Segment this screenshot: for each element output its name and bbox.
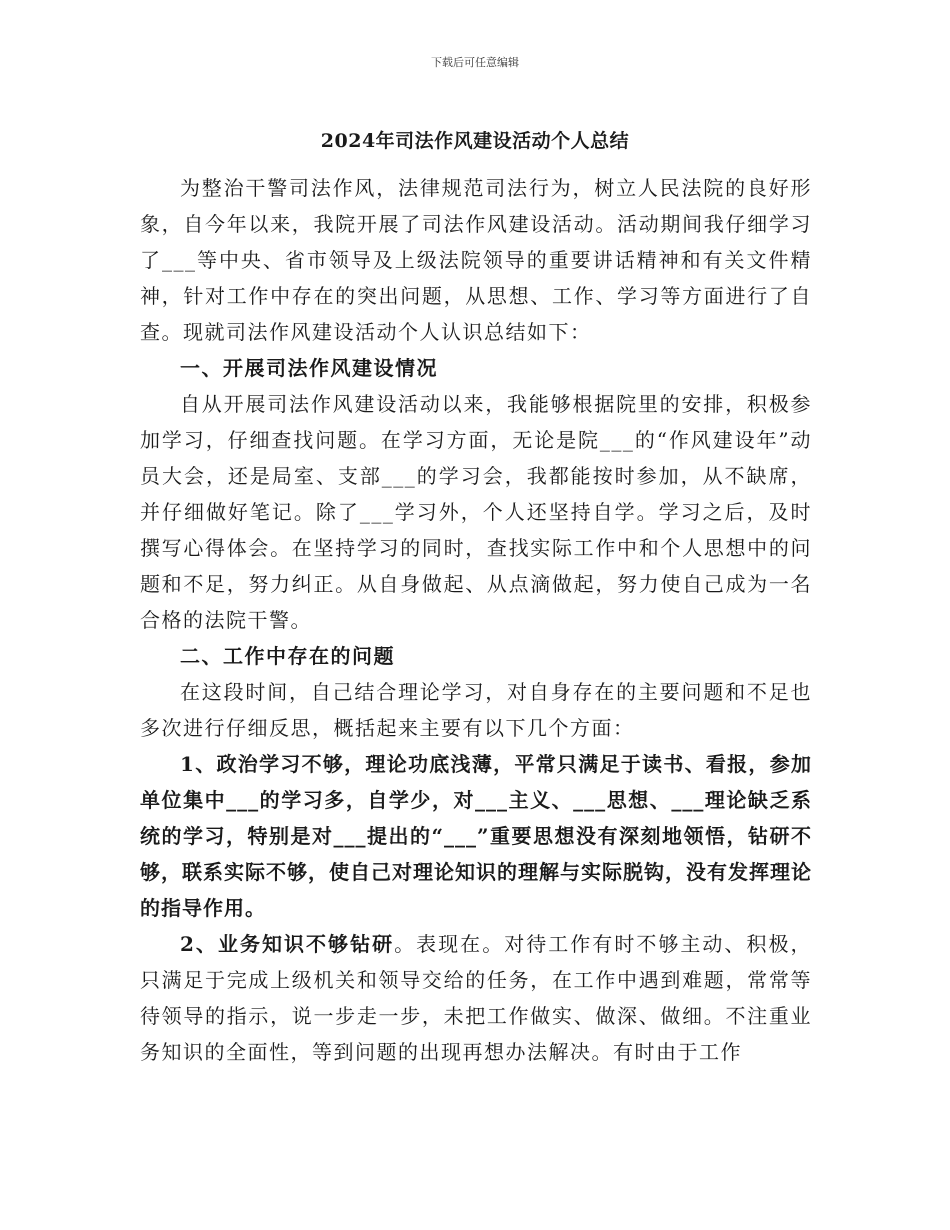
header-note: 下载后可任意编辑	[431, 56, 519, 69]
item-2-lead: 2、业务知识不够钻研	[180, 932, 395, 956]
item-2-paragraph	[140, 926, 812, 1070]
intro-paragraph: 为整治干警司法作风，法律规范司法行为，树立人民法院的良好形象，自今年以来，我院开展了司法作风建设活动。活动期间我仔细学习了___等中央、省市领导及上级法院领导的重要讲话精神和有关文件精神，针对工作中存在的突出问题，从思想、工作、学习等方面进行了自查。现就司法作风建设活动个人认识总结如下：	[140, 176, 812, 344]
section-2-paragraph: 在这段时间，自己结合理论学习，对自身存在的主要问题和不足也多次进行仔细反思，概括起来主要有以下几个方面：	[140, 680, 812, 740]
section-2-heading: 二、工作中存在的问题	[180, 644, 395, 668]
item-1-paragraph: 1、政治学习不够，理论功底浅薄，平常只满足于读书、看报，参加单位集中___的学习多，自学少，对___主义、___思想、___理论缺乏系统的学习，特别是对___提出的“___”重要思想没有深刻地领悟，钻研不够，联系实际不够，使自己对理论知识的理解与实际脱钩，没有发挥理论的指导作用。	[140, 752, 812, 920]
section-1-heading: 一、开展司法作风建设情况	[180, 356, 438, 380]
document-title: 2024年司法作风建设活动个人总结	[320, 130, 630, 152]
section-1-paragraph: 自从开展司法作风建设活动以来，我能够根据院里的安排，积极参加学习，仔细查找问题。在学习方面，无论是院___的“作风建设年”动员大会，还是局室、支部___的学习会，我都能按时参加，从不缺席，并仔细做好笔记。除了___学习外，个人还坚持自学。学习之后，及时撰写心得体会。在坚持学习的同时，查找实际工作中和个人思想中的问题和不足，努力纠正。从自身做起、从点滴做起，努力使自己成为一名合格的法院干警。	[140, 392, 812, 632]
item-2-text: 。表现在。对待工作有时不够主动、积极，只满足于完成上级机关和领导交给的任务，在工作中遇到难题，常常等待领导的指示，说一步走一步，未把工作做实、做深、做细。不注重业务知识的全面性，等到问题的出现再想办法解决。有时由于工作	[140, 932, 812, 1064]
document-body	[140, 170, 812, 1070]
